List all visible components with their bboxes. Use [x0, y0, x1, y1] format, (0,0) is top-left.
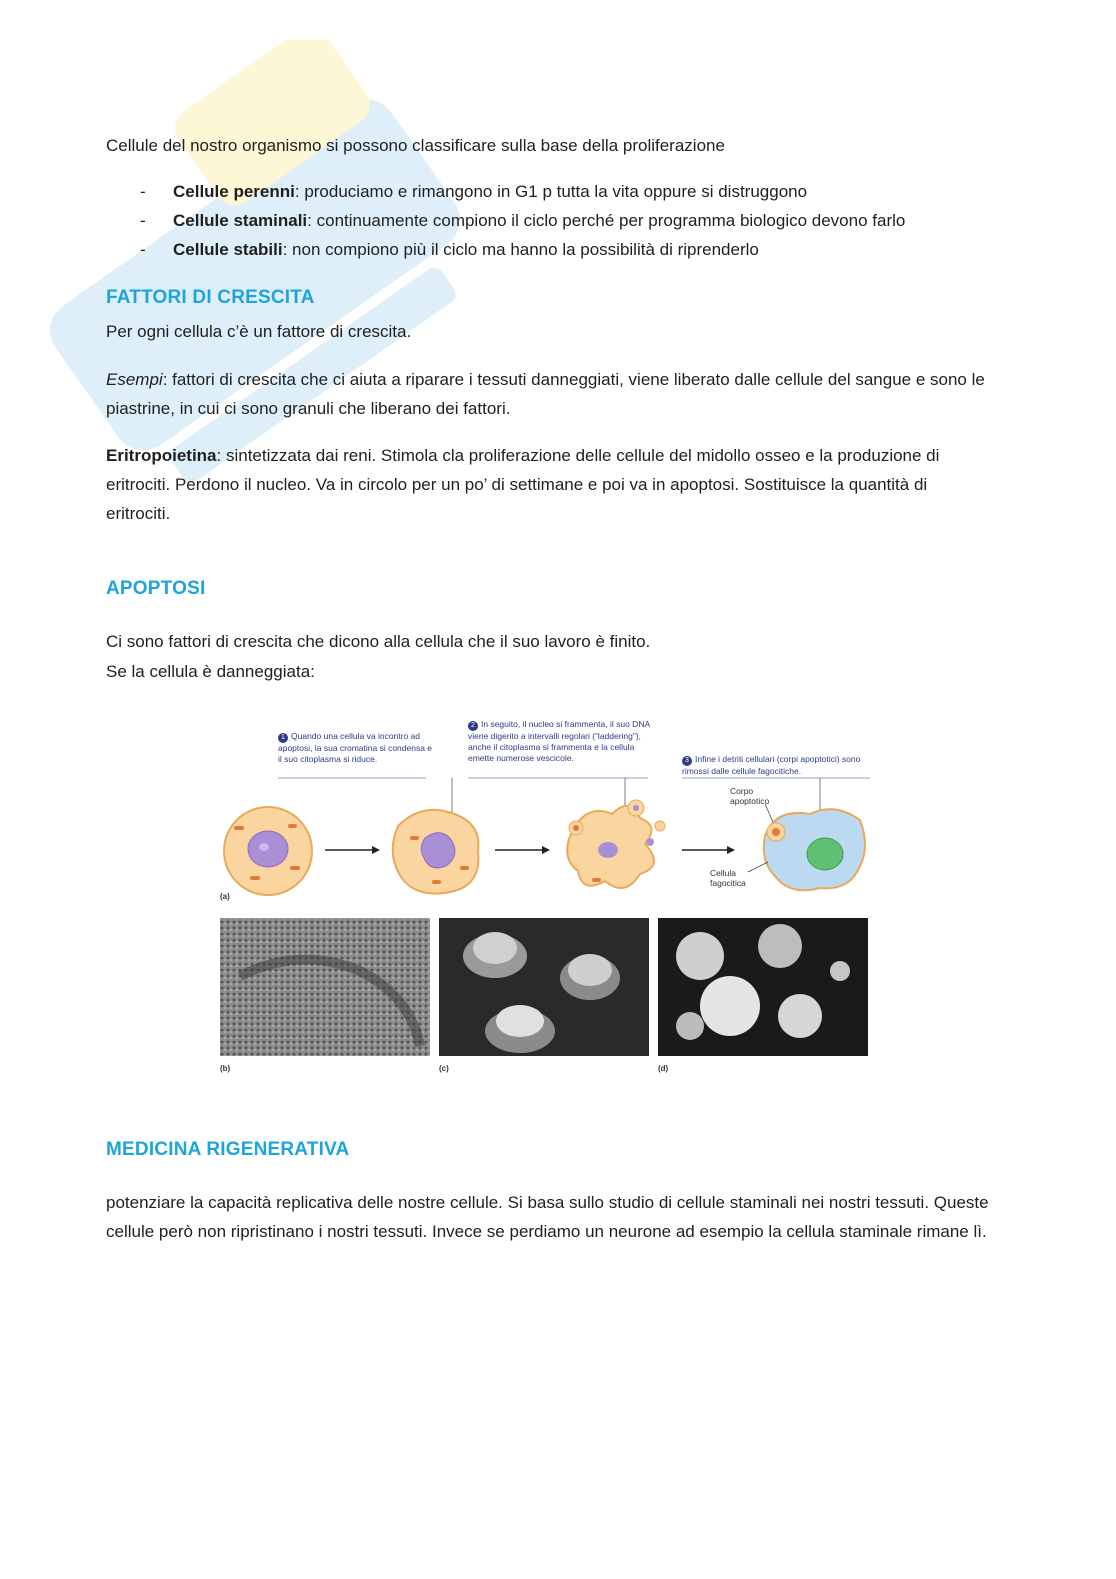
- step-number: 1: [278, 733, 288, 743]
- term-description: : non compiono più il ciclo ma hanno la possibilità di riprenderlo: [282, 240, 759, 259]
- term: Cellule stabili: [173, 240, 283, 259]
- arrowhead: [372, 846, 380, 854]
- term-description: : continuamente compiono il ciclo perché per programma biologico devono farlo: [307, 211, 906, 230]
- term-description: : produciamo e rimangono in G1 p tutta la vita oppure si distruggono: [294, 182, 808, 201]
- fragmenting-cell: [567, 800, 665, 888]
- examples-text: : fattori di crescita che ci aiuta a riparare i tessuti danneggiati, viene liberato dalle cellule del sangue e sono le piastrine, in cui ci sono granuli che liberano dei fattori.: [106, 370, 985, 418]
- micrograph-d: [658, 918, 868, 1056]
- arrowhead: [727, 846, 735, 854]
- list-item: [106, 206, 996, 235]
- apoptosis-line-1: Ci sono fattori di crescita che dicono alla cellula che il suo lavoro è finito.: [106, 632, 651, 651]
- section-heading-regenerative-medicine: MEDICINA RIGENERATIVA: [106, 1139, 350, 1160]
- panel-label-d: (d): [658, 1064, 669, 1073]
- label-phagocytic-cell: Cellula fagocitica: [710, 868, 746, 888]
- step-number: 3: [682, 756, 692, 766]
- growth-factor-paragraph: Per ogni cellula c’è un fattore di crescita.: [106, 322, 412, 341]
- examples-paragraph: [106, 365, 996, 423]
- arrowhead: [542, 846, 550, 854]
- apoptosis-line-2: Se la cellula è danneggiata:: [106, 662, 315, 681]
- micrograph-c: [439, 918, 649, 1056]
- section-heading-growth-factors: FATTORI DI CRESCITA: [106, 287, 315, 308]
- examples-label: Esempi: [106, 370, 163, 389]
- term: Cellule staminali: [173, 211, 308, 230]
- figure-caption-step-2: 2 In seguito, il nucleo si frammenta, il suo DNA viene digerito a intervalli regolari (“laddering”), anche il citoplasma si frammenta e la cellula emette numerose vescicole.: [468, 719, 650, 763]
- step-number: 2: [468, 721, 478, 731]
- apoptosis-figure: [220, 716, 870, 1080]
- list-item: [106, 235, 996, 264]
- epo-label: Eritropoietina: [106, 446, 217, 465]
- shrinking-cell: [393, 810, 479, 894]
- apoptosis-diagram: [220, 716, 870, 1080]
- watermark-logo: [20, 40, 490, 510]
- label-apoptotic-body: Corpo apoptotico: [730, 786, 770, 806]
- list-item: [106, 177, 996, 206]
- bullet-dash: -: [140, 211, 146, 230]
- intro-paragraph: Cellule del nostro organismo si possono classificare sulla base della proliferazione: [106, 136, 725, 155]
- cell-types-list: [106, 177, 996, 264]
- regenerative-medicine-paragraph: potenziare la capacità replicativa delle nostre cellule. Si basa sullo studio di cellule staminali nei nostri tessuti. Queste cellule però non ripristinano i nostri tessuti. Invece se perdiamo un neurone ad esempio la cellula staminale rimane lì.: [106, 1193, 989, 1241]
- bullet-dash: -: [140, 240, 146, 259]
- panel-label-b: (b): [220, 1064, 231, 1073]
- micrograph-b: [220, 918, 430, 1056]
- panel-label-c: (c): [439, 1064, 449, 1073]
- figure-caption-step-3: 3 Infine i detriti cellulari (corpi apoptotici) sono rimossi dalle cellule fagocitiche.: [682, 754, 861, 776]
- normal-cell: [224, 807, 312, 895]
- term: Cellule perenni: [173, 182, 295, 201]
- phagocytic-cell: [764, 809, 865, 890]
- label-pointer: [765, 804, 773, 822]
- section-heading-apoptosis: APOPTOSI: [106, 578, 206, 599]
- figure-caption-step-1: 1 Quando una cellula va incontro ad apoptosi, la sua cromatina si condensa e il suo citoplasma si riduce.: [278, 731, 433, 764]
- bullet-dash: -: [140, 182, 146, 201]
- epo-paragraph: [106, 441, 996, 528]
- epo-text: : sintetizzata dai reni. Stimola cla proliferazione delle cellule del midollo osseo e la produzione di eritrociti. Perdono il nucleo. Va in circolo per un po’ di settimane e poi va in apoptosi. Sostituisce la quantità di eritrociti.: [106, 446, 940, 523]
- panel-label-a: (a): [220, 892, 230, 901]
